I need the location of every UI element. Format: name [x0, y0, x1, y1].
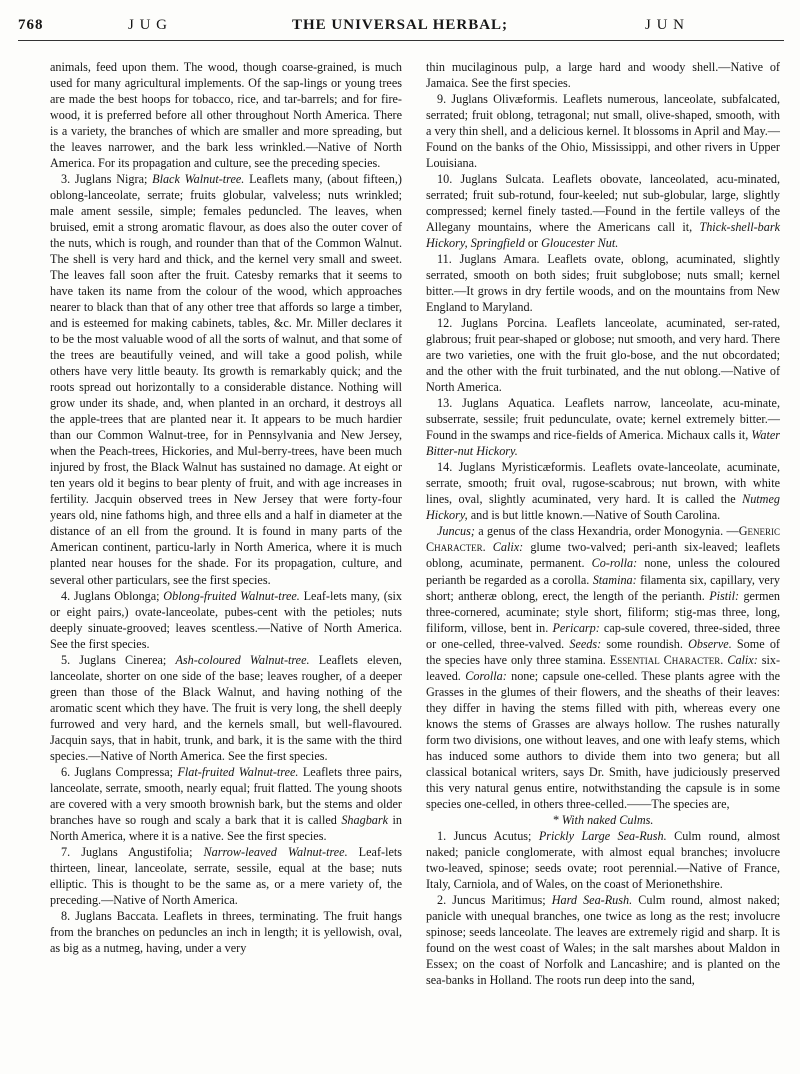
italic-text: Water Bitter-nut Hickory.	[426, 428, 780, 459]
text-run: 10. Juglans Sulcata. Leaflets obovate, lanceolated, acu-minated, serrated; fruit sub-rotund, four-keeled; nut sub-globular, large, slightly compressed; kernel finely tasted.—Found in the fertile valleys of the Allegany mountains, where the Americans call it,	[426, 172, 780, 235]
header-left-catchword: J U G	[128, 17, 169, 33]
paragraph	[50, 764, 402, 844]
text-run: six-leaved.	[426, 652, 781, 683]
paragraph	[50, 908, 402, 956]
italic-text: Nutmeg Hickory,	[426, 492, 780, 523]
italic-text: Gloucester Nut.	[541, 236, 619, 251]
text-run: Culm round, almost naked; panicle with unequal branches, one twice as long as the rest; involucre spinose; seeds lanceolate. The leaves are extremely rigid and sharp. It is found on the west coast of Wales; in the salt marshes about Maldon in Essex; on the coast of Norfolk and Lancashire; and is planted on the sea-banks in Holland. The roots run deep into the sand,	[426, 892, 781, 987]
italic-text: Calix:	[727, 652, 758, 667]
italic-text: Ash-coloured Walnut-tree.	[175, 652, 310, 667]
text-run: or	[524, 236, 542, 251]
italic-text: Calix:	[492, 540, 524, 555]
paragraph	[50, 652, 402, 764]
paragraph	[50, 171, 402, 587]
text-run: and is but little known.—Native of South Carolina.	[467, 508, 721, 523]
text-run: Leaflets many, (about fifteen,) oblong-lanceolate, serrate; fruits globular, valveless; nuts wrinkled; male ament sessile, simple; females peduncled. The leaves, when bruised, emit a strong aromatic flavour, as does also the outer cover of the nuts, which is rough, and rounder than that of the Common Walnut. The shell is very hard and thick, and the kernel very small and sweet. The leaves fall soon after the fruit. Catesby remarks that it seems to have taken its name from the colour of the wood, which approaches nearer to black than that of any other tree that affords so large a timber, and is esteemed for making cabinets, tables, &c. Mr. Miller declares it to be the most valuable wood of all the sorts of walnut, and that some of the trees are beautifully veined, and will take a good polish, while others have very little beauty. Its growth is remarkably quick; and the roots spread out horizontally to a considerable distance. Nothing will grow under its shade, and, when planted in an orchard, it destroys all the apple-trees that are planted near it. It appears to be much hardier than our Common Walnut-tree, for in Pennsylvania and New Jersey, when the Peach-trees, Hickories, and Mul-berry-trees, have been much injured by frost, the Black Walnut has sustained no damage. At eight or ten years old it begins to bear plenty of fruit, and with age increases in fertility. Jacquin observed trees in New Jersey that were forty-four years old, nine fathoms high, and three ells and a half in diameter at the distance of an ell from the ground. It is found in many parts of the American continent, particu-larly in North America, where it is much planted near houses for the shade. For its propagation, culture, and several other particulars, see the first species.	[50, 172, 403, 587]
paragraph	[426, 892, 780, 988]
text-run: animals, feed upon them. The wood, though coarse-grained, is much used for many agricultural implements. Of the sap-lings or young trees are made the best hoops for tobacco, rice, and tar-barrels; and for fire-wood, it is preferred before all other throughout North America. There is a variety, the branches of which are smaller and more spreading, but the leaves narrower, and the bark less wrinkled.—Native of North America. For its propagation and culture, see the preceding species.	[50, 60, 402, 171]
italic-text: Observe.	[688, 636, 732, 651]
text-run: Leaflets eleven, lanceolate, shorter on one side of the base; leaves rougher, of a deeper green than those of the Black Walnut, and having nothing of the aromatic scent which they have. The fruit is very long, the shell deeply furrowed and very hard, and the kernels small, but well-flavoured. Jacquin says, that in habit, trunk, and bark, it is the same with the third species.—Native of North America. See the first species.	[50, 652, 402, 763]
page-number: 768	[18, 17, 44, 33]
italic-text: Thick-shell-bark Hickory, Springfield	[426, 220, 780, 251]
small-caps-text: Essential Character.	[609, 652, 724, 667]
text-run: none; capsule one-celled. These plants agree with the Grasses in the glumes of their flowers, and the sheaths of their leaves: they differ in having the stems filled with pith, whereas every one knows the stems of Grasses are always hollow. The rushes naturally form two divisions, one without leaves, and one with leafy stems, which has induced some authors to divide them into two genera; but all classical botanical writers, says Dr. Smith, have judiciously preserved this very natural genus entire, notwithstanding the capsule is in some species one-celled, in others three-celled.——The species are,	[426, 668, 780, 811]
italic-text: Seeds:	[569, 636, 602, 651]
paragraph	[426, 171, 780, 251]
italic-text: Narrow-leaved Walnut-tree.	[203, 844, 348, 859]
header-title: THE UNIVERSAL HERBAL;	[292, 17, 509, 33]
italic-text: Flat-fruited Walnut-tree.	[177, 764, 299, 779]
text-run: 14. Juglans Myristicæformis. Leaflets ovate-lanceolate, acuminate, serrate, smooth; fruit oval, rugose-scabrous; nut brown, with white lines, oval, slightly acuminated, very hard. It is called the	[426, 460, 780, 507]
text-run: 2. Juncus Maritimus;	[437, 892, 552, 907]
italic-text: Stamina:	[592, 572, 637, 587]
italic-text: Oblong-fruited Walnut-tree.	[163, 588, 300, 603]
paragraph	[426, 315, 780, 395]
text-run: 9. Juglans Olivæformis. Leaflets numerous, lanceolate, subfalcated, serrated; fruit oblong, tetragonal; nut small, olive-shaped, smooth, with a very thin shell, and a delicious kernel. It blossoms in April and May.—Found on the banks of the Ohio, Mississippi, and other rivers in Upper Louisiana.	[426, 92, 780, 171]
paragraph	[426, 91, 780, 171]
paragraph	[426, 395, 780, 459]
text-run: 8. Juglans Baccata. Leaflets in threes, terminating. The fruit hangs from the branches on peduncles an inch in length; it is yellowish, oval, as big as a nutmeg, having, under a very	[50, 908, 402, 955]
italic-text: Pericarp:	[552, 620, 600, 635]
italic-text: Shagbark	[341, 812, 389, 827]
text-run: 13. Juglans Aquatica. Leaflets narrow, lanceolate, acu-minate, subserrate, sessile; fruit pedunculate, ovate; kernel extremely bitter.—Found in the swamps and rice-fields of America. Michaux calls it,	[426, 396, 780, 443]
small-caps-text: Generic Character.	[426, 524, 780, 555]
italic-text: Corolla:	[465, 668, 507, 683]
text-run: germen three-cornered, acuminate; style short, filiform; stig-mas three, long, filiform, villose, bent in.	[426, 588, 780, 635]
text-run: 1. Juncus Acutus;	[437, 828, 539, 843]
right-text-column	[426, 59, 780, 988]
text-run: filamenta six, capillary, very short; antheræ oblong, erect, the length of the perianth.	[426, 572, 780, 603]
paragraph	[50, 588, 402, 652]
italic-text: Prickly Large Sea-Rush.	[538, 828, 667, 843]
paragraph	[426, 828, 780, 892]
text-run: 3. Juglans Nigra;	[61, 172, 153, 187]
text-run: Leaflets three pairs, lanceolate, serrate, smooth, nearly equal; fruit flatted. The young shoots are covered with a very smooth brownish bark, but the stems and older branches have so rough and scaly a bark that it is called	[50, 764, 402, 827]
italic-text: Hard Sea-Rush.	[551, 892, 633, 907]
text-run: some roundish.	[601, 636, 689, 651]
text-run: Leaf-lets many, (six or eight pairs,) ovate-lanceolate, pubes-cent with the petioles; nuts deeply sinuate-grooved; leaves scentless.—Native of North America. See the first species.	[50, 588, 403, 651]
italic-text: Juncus;	[437, 524, 475, 539]
text-run	[486, 540, 493, 554]
paragraph	[426, 59, 780, 91]
text-run: thin mucilaginous pulp, a large hard and woody shell.—Native of Jamaica. See the first species.	[426, 60, 780, 91]
text-run: a genus of the class Hexandria, order Monogynia. —	[474, 524, 739, 539]
paragraph	[426, 523, 780, 811]
text-run: in North America, where it is a native. See the first species.	[50, 812, 403, 843]
text-run: 11. Juglans Amara. Leaflets ovate, oblong, acuminated, slightly serrated, smooth on both sides; fruit subglobose; nuts small; kernel bitter.—It grows in dry fertile woods, and on the mountains from New England to Maryland.	[426, 252, 780, 315]
paragraph	[50, 844, 402, 908]
italic-text: * With naked Culms.	[552, 812, 654, 827]
text-run: none, unless the coloured perianth be regarded as a corolla.	[426, 556, 780, 587]
text-run: 7. Juglans Angustifolia;	[61, 844, 204, 859]
text-run: glume two-valved; peri-anth six-leaved; leaflets oblong, acuminate, permanent.	[426, 540, 781, 571]
header-right-catchword: J U N	[645, 17, 686, 33]
paragraph	[50, 59, 402, 171]
text-run: cap-sule covered, three-sided, three or one-celled, three-valved.	[426, 620, 781, 651]
paragraph	[426, 251, 780, 315]
text-run: 5. Juglans Cinerea;	[61, 652, 176, 667]
text-run: Leaf-lets thirteen, linear, lanceolate, serrate, sessile, equal at the base; nuts elliptic. This is thought to be the same as, or a mere variety of, the preceding.—Native of North America.	[50, 844, 402, 907]
text-run: 4. Juglans Oblonga;	[61, 588, 164, 603]
left-text-column	[50, 59, 402, 956]
italic-text: Black Walnut-tree.	[152, 172, 245, 187]
text-run: 6. Juglans Compressa;	[61, 764, 178, 779]
paragraph	[426, 812, 780, 828]
paragraph	[426, 459, 780, 523]
text-run: 12. Juglans Porcina. Leaflets lanceolate, acuminated, ser-rated, glabrous; fruit pear-shaped or globose; nut smooth, and very hard. There are two varieties, one with the fruit glo-bose, and the nut obcordated; and the other with the fruit turbinated, and the nut oblong.—Native of North America.	[426, 316, 780, 395]
running-header	[18, 14, 784, 41]
text-run: Some of the species have only three stamina.	[426, 636, 780, 667]
text-run: Culm round, almost naked; panicle conglomerate, with almost equal branches; involucre two-leaved, spinose; seeds ovate; root perennial.—Native of France, Italy, Carniola, and of Wales, on the coast of Merionethshire.	[426, 828, 780, 891]
italic-text: Pistil:	[709, 588, 740, 603]
italic-text: Co-rolla:	[591, 556, 638, 571]
